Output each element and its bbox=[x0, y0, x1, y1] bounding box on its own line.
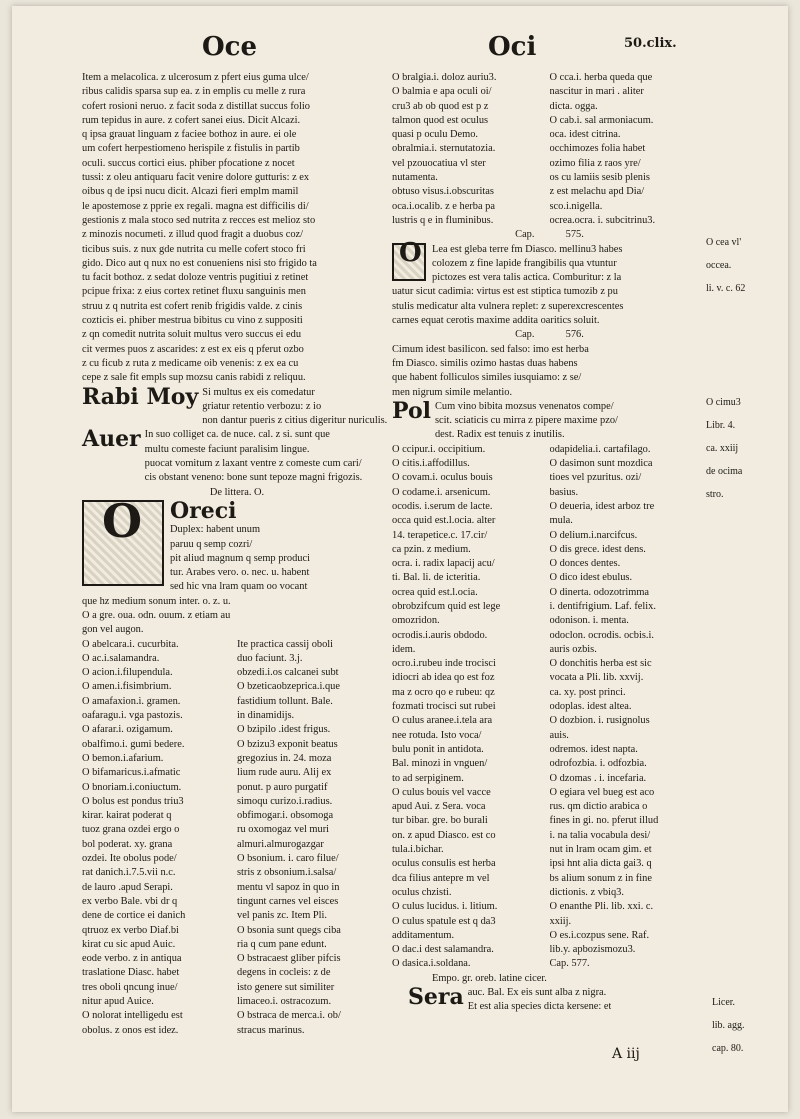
glossary-entry: O culus aranee.i.tela ara bbox=[392, 715, 493, 727]
sera-block bbox=[392, 986, 707, 1015]
glossary-entry: O amafaxion.i. gramen. bbox=[82, 695, 181, 707]
glossary-entry: O bralgia.i. doloz auriu3. bbox=[392, 72, 497, 83]
glossary-entry: quasi p oculu Demo. bbox=[392, 129, 478, 141]
rabi-text bbox=[202, 386, 387, 429]
glossary-entry: idiocri ab idea qo est foz bbox=[392, 672, 495, 684]
glossary-entry: auris ozbis. bbox=[549, 643, 597, 655]
text-line: gestionis z mala stoco sed nutrita z recces est melioz sto bbox=[82, 214, 316, 226]
text-line: Et est alia species dicta kersene: et bbox=[467, 1001, 612, 1013]
text-line: multu comeste faciunt paralisim lingue. bbox=[144, 443, 310, 455]
lea-block bbox=[392, 237, 707, 329]
glossary-entry: O bsonia sunt quegs ciba bbox=[237, 924, 341, 936]
chapter-575-label: Cap. bbox=[515, 229, 535, 241]
glossary-entry: obolus. z onos est idez. bbox=[82, 1024, 179, 1036]
glossary-bottom bbox=[392, 443, 707, 972]
margin-line: Libr. 4. bbox=[706, 420, 736, 431]
glossary-entry: O es.i.cozpus sene. Raf. bbox=[549, 929, 650, 941]
text-line: struu z q nutrita est cofert renib frigidis valde. z cinis bbox=[82, 300, 303, 312]
sera-text bbox=[468, 986, 612, 1015]
text-line: Cimum idest basilicon. sed falso: imo est herba bbox=[392, 343, 589, 355]
glossary-entry: ma z ocro qo e rubeu: qz bbox=[392, 686, 495, 698]
glossary-entry: i. dentifrigium. Laf. felix. bbox=[549, 600, 656, 612]
glossary-two-column bbox=[82, 638, 392, 1038]
glossary-entry: O bstracaest gliber pifcis bbox=[237, 953, 341, 965]
glossary-entry: ocrea quid est.l.ocia. bbox=[392, 586, 478, 598]
glossary-entry: mula. bbox=[549, 515, 573, 527]
glossary-entry: eode verbo. z in antiqua bbox=[82, 953, 182, 965]
glossary-entry: O cab.i. sal armoniacum. bbox=[549, 114, 654, 126]
glossary-entry: nutamenta. bbox=[392, 172, 438, 184]
glossary-entry: O dzomas . i. incefaria. bbox=[549, 772, 647, 784]
glossary-entry: O bzipilo .idest frigus. bbox=[237, 724, 331, 736]
text-line: tur. Arabes vero. o. nec. u. habent bbox=[170, 567, 310, 579]
glossary-list-d bbox=[550, 71, 708, 228]
decorated-initial-small: O bbox=[392, 243, 426, 281]
glossary-entry: xxiij. bbox=[549, 915, 572, 927]
text-line: que habent folliculos similes iusquiamo: z se/ bbox=[392, 372, 582, 384]
rabi-block bbox=[82, 383, 392, 429]
glossary-entry: lium rude auru. Alij ex bbox=[237, 767, 332, 779]
header-left: Oce bbox=[202, 32, 258, 62]
glossary-entry: os cu lamiis sesib plenis bbox=[549, 172, 650, 184]
text-line: auc. Bal. Ex eis sunt alba z nigra. bbox=[467, 987, 607, 998]
glossary-list-a bbox=[82, 638, 237, 1038]
glossary-entry: O bzeticaobzeprica.i.que bbox=[237, 681, 340, 693]
text-line: pit aliud magnum q semp produci bbox=[170, 552, 310, 564]
lea-text bbox=[392, 243, 707, 329]
text-line: gon vel augon. bbox=[82, 624, 144, 636]
text-line: Cum vino bibita mozsus venenatos compe/ bbox=[434, 400, 614, 412]
glossary-entry: O dico idest ebulus. bbox=[549, 572, 633, 584]
glossary-entry: Bal. minozi in vnguen/ bbox=[392, 758, 488, 770]
text-line: colozem z fine lapide frangibilis qua vtuntur bbox=[432, 257, 617, 269]
glossary-entry: odremos. idest napta. bbox=[549, 743, 638, 755]
glossary-entry: oculus consulis est herba bbox=[392, 858, 496, 870]
empo-line: Empo. gr. oreb. latine cicer. bbox=[432, 972, 547, 984]
glossary-entry: mentu vl sapoz in quo in bbox=[237, 881, 340, 893]
text-line: um cofert herpestiomeno herispile z fistulis in partib bbox=[82, 143, 300, 155]
glossary-entry: 14. terapetice.c. 17.cir/ bbox=[392, 529, 488, 541]
glossary-entry: vel pzouocatiua vl ster bbox=[392, 157, 486, 169]
glossary-entry: ex verbo Bale. vbi dr q bbox=[82, 895, 178, 907]
glossary-entry: bs alium sonum z in fine bbox=[549, 872, 652, 884]
glossary-entry: to ad serpiginem. bbox=[392, 772, 464, 784]
glossary-entry: oafaragu.i. vga pastozis. bbox=[82, 710, 183, 722]
heading-sera: Sera bbox=[408, 984, 464, 1010]
text-line: O a gre. oua. odn. ouum. z etiam au bbox=[82, 609, 231, 621]
book-page bbox=[12, 6, 788, 1112]
glossary-entry: O deueria, idest arboz tre bbox=[549, 500, 655, 512]
glossary-entry: O bstraca de merca.i. ob/ bbox=[237, 1010, 341, 1022]
text-line: z minozis nocumeti. z illud quod fragit a duobus coz/ bbox=[82, 229, 304, 241]
margin-line: O cimu3 bbox=[706, 397, 741, 408]
text-line: ticibus suis. z nux gde nutrita cu melle cofert stoco fri bbox=[82, 243, 306, 255]
glossary-entry: auis. bbox=[549, 729, 569, 741]
glossary-entry: z est melachu apd Dia/ bbox=[549, 186, 645, 198]
glossary-entry: tula.i.bichar. bbox=[392, 844, 444, 856]
glossary-entry: isto genere sut similiter bbox=[237, 981, 335, 993]
glossary-entry: bulu ponit in antidota. bbox=[392, 743, 484, 755]
margin-line: de ocima bbox=[706, 466, 743, 477]
glossary-entry: occa quid est.l.ocia. alter bbox=[392, 515, 496, 527]
text-line: que hz medium sonum inter. o. z. u. bbox=[82, 595, 231, 607]
margin-line: stro. bbox=[706, 489, 724, 500]
glossary-entry: vel panis zc. Item Pli. bbox=[237, 910, 328, 922]
text-line: gido. Dico aut q nux no est conueniens nisi sto frigido ta bbox=[82, 257, 317, 269]
glossary-entry: talmon quod est oculus bbox=[392, 114, 489, 126]
glossary-entry: O dozbion. i. rusignolus bbox=[549, 715, 650, 727]
text-line: le apostemose z pprie ex regali. magna est difficilis di/ bbox=[82, 200, 309, 212]
glossary-entry: odrofozbia. i. odfozbia. bbox=[549, 758, 647, 770]
text-line: Lea est gleba terre fm Diasco. mellinu3 habes bbox=[432, 243, 623, 255]
glossary-entry: O nolorat intelligedu est bbox=[82, 1010, 183, 1022]
glossary-entry: Cap. 577. bbox=[549, 958, 590, 970]
section-de-littera: De littera. O. bbox=[209, 486, 265, 498]
glossary-entry: obalfimo.i. gumi bedere. bbox=[82, 738, 185, 750]
text-line: Si multus ex eis comedatur bbox=[202, 386, 315, 398]
glossary-entry: ocrea.ocra. i. subcitrinu3. bbox=[549, 214, 656, 226]
glossary-list-f bbox=[550, 443, 708, 972]
glossary-entry: O citis.i.affodillus. bbox=[392, 458, 470, 470]
glossary-list-e bbox=[392, 443, 550, 972]
text-line: rum tepidus in aure. z cofert sanei eius. Dicit Alcazi. bbox=[82, 114, 301, 126]
right-column bbox=[392, 71, 707, 1015]
glossary-entry: tres oboli qncung inue/ bbox=[82, 981, 178, 993]
glossary-entry: almuri.almurogazgar bbox=[237, 838, 324, 850]
glossary-entry: duo faciunt. 3.j. bbox=[237, 652, 303, 664]
glossary-entry: i. na talia vocabula desi/ bbox=[549, 829, 651, 841]
glossary-entry: O egiara vel bueg est aco bbox=[549, 786, 655, 798]
text-line: non dantur pueris z citius digeritur nuriculis. bbox=[202, 415, 388, 427]
glossary-entry: in dinamidijs. bbox=[237, 710, 295, 722]
glossary-entry: obfimogar.i. obsomoga bbox=[237, 810, 334, 822]
heading-oreci: Oreci bbox=[170, 497, 237, 524]
glossary-entry: odapidelia.i. cartafilago. bbox=[549, 443, 651, 455]
glossary-entry: O donces dentes. bbox=[549, 558, 621, 570]
glossary-top bbox=[392, 71, 707, 228]
glossary-entry: O bolus est pondus triu3 bbox=[82, 795, 184, 807]
glossary-entry: stracus marinus. bbox=[237, 1024, 305, 1036]
glossary-entry: tioes vel pzuritus. ozi/ bbox=[549, 472, 642, 484]
glossary-entry: tingunt carnes vel eisces bbox=[237, 895, 339, 907]
glossary-entry: omozridon. bbox=[392, 615, 440, 627]
decorated-initial bbox=[82, 493, 164, 586]
glossary-entry: O codame.i. arsenicum. bbox=[392, 486, 491, 498]
text-line: tussi: z oleu antiquaru facit venire dolore gutturis: z ex bbox=[82, 172, 310, 184]
glossary-entry: stris z obsonium.i.salsa/ bbox=[237, 867, 337, 879]
glossary-entry: O amen.i.fisimbrium. bbox=[82, 681, 172, 693]
glossary-entry: qtruoz ex verbo Diaf.bi bbox=[82, 924, 179, 936]
glossary-entry: bol poderat. xy. grana bbox=[82, 838, 173, 850]
glossary-entry: limaceo.i. ostracozum. bbox=[237, 996, 332, 1007]
glossary-entry: obrobzifcum quid est lege bbox=[392, 600, 501, 612]
glossary-entry: lustris q e in fluminibus. bbox=[392, 214, 494, 226]
glossary-entry: O dasimon sunt mozdica bbox=[549, 458, 653, 470]
glossary-entry: fastidium tollunt. Bale. bbox=[237, 695, 333, 707]
glossary-entry: lib.y. apbozismozu3. bbox=[549, 944, 636, 956]
glossary-entry: O dac.i dest salamandra. bbox=[392, 944, 494, 956]
text-line: cepe z sale fit empls sup mozsu canis rabidi z reliquu. bbox=[82, 372, 306, 384]
glossary-entry: sco.i.nigella. bbox=[549, 200, 603, 212]
folio-number: 50.clix. bbox=[624, 36, 677, 51]
glossary-entry: O bsonium. i. caro filue/ bbox=[237, 853, 339, 865]
glossary-entry: O delium.i.narcifcus. bbox=[549, 529, 638, 541]
margin-line: O cea vl' bbox=[706, 237, 742, 248]
text-line: stulis medicatur alta vulnera replet: z superexcrescentes bbox=[392, 300, 624, 312]
glossary-entry: cru3 ab ob quod est p z bbox=[392, 100, 489, 112]
margin-line: lib. agg. bbox=[712, 1020, 745, 1031]
glossary-entry: dictionis. z vbiq3. bbox=[549, 886, 624, 898]
glossary-entry: O acion.i.filupendula. bbox=[82, 667, 173, 679]
glossary-entry: nascitur in mari . aliter bbox=[549, 86, 644, 98]
heading-pol: Pol bbox=[392, 397, 431, 424]
text-line: q ipsa grauat linguam z faciee bothoz in aure. ei ole bbox=[82, 129, 297, 141]
glossary-list-b bbox=[237, 638, 392, 1038]
chapter-576-number: 576. bbox=[565, 329, 584, 341]
glossary-entry: additamentum. bbox=[392, 929, 455, 941]
glossary-entry: kirar. kairat poderat q bbox=[82, 810, 172, 822]
glossary-entry: apud Aui. z Sera. voca bbox=[392, 801, 486, 813]
margin-line: occea. bbox=[706, 260, 732, 271]
text-line: cofert rosioni neruo. z facit soda z distillat succus folio bbox=[82, 100, 310, 112]
margin-note-ocimum bbox=[706, 386, 776, 511]
text-line: fm Diasco. similis ozimo hastas duas habens bbox=[392, 357, 578, 369]
glossary-entry: oca.i.ocalib. z e herba pa bbox=[392, 200, 495, 212]
glossary-entry: occhimozes folia habet bbox=[549, 143, 646, 155]
glossary-entry: ocrodis.i.auris obdodo. bbox=[392, 629, 488, 641]
glossary-entry: ozdei. Ite obolus pode/ bbox=[82, 853, 177, 865]
glossary-entry: odonison. i. menta. bbox=[549, 615, 629, 627]
text-line: cis obstant veneno: bone sunt tepoze magni frigozis. bbox=[144, 472, 363, 484]
text-line: uatur sicut cadimia: virtus est est stiptica tumozib z pu bbox=[392, 286, 618, 298]
glossary-entry: ocro.i.rubeu inde trocisci bbox=[392, 658, 496, 670]
chapter-575-number: 575. bbox=[565, 229, 584, 241]
glossary-entry: O dinerta. odozotrimma bbox=[549, 586, 650, 598]
glossary-entry: ru oxomogaz vel muri bbox=[237, 824, 330, 836]
auer-block bbox=[82, 428, 392, 485]
glossary-entry: degens in cocleis: z de bbox=[237, 967, 331, 979]
glossary-entry: basius. bbox=[549, 486, 579, 498]
glossary-entry: nut in lram ocam gim. et bbox=[549, 844, 652, 856]
glossary-entry: odoplas. idest altea. bbox=[549, 701, 632, 713]
glossary-entry: ria q cum pane edunt. bbox=[237, 938, 327, 950]
text-line: oibus q de ipsi nucu dicit. Alcazi fieri emplm mamil bbox=[82, 186, 299, 198]
margin-line: ca. xxiij bbox=[706, 443, 739, 454]
glossary-entry: ponut. p auro purgatif bbox=[237, 781, 328, 793]
text-line: cit vermes puos z ascarides: z est ex eis q pferut ozbo bbox=[82, 343, 304, 355]
glossary-entry: ocodis. i.serum de lacte. bbox=[392, 500, 493, 512]
pol-text bbox=[435, 400, 618, 443]
oreci-block bbox=[82, 493, 392, 638]
text-line: Duplex: habent unum bbox=[170, 524, 261, 536]
text-line: z qn comedit nutrita soluit multus vero succus ei edu bbox=[82, 329, 302, 341]
glossary-entry: O abelcara.i. cucurbita. bbox=[82, 638, 179, 650]
glossary-entry: idem. bbox=[392, 643, 416, 655]
running-header bbox=[12, 26, 788, 66]
glossary-entry: nee rotuda. Isto voca/ bbox=[392, 729, 482, 741]
text-line: men nigrum simile melantio. bbox=[392, 386, 513, 398]
auer-text bbox=[145, 428, 363, 485]
text-line: In suo colliget ca. de nuce. cal. z si. sunt que bbox=[144, 429, 330, 441]
glossary-entry: oca. idest citrina. bbox=[549, 129, 621, 141]
cimum-text bbox=[392, 343, 707, 400]
text-line: puocat vomitum z laxant ventre z comeste cum cari/ bbox=[144, 458, 362, 470]
glossary-entry: fines in gi. no. pferut illud bbox=[549, 815, 659, 827]
text-line: pictozes est vera talis actica. Comburitur: z la bbox=[432, 272, 622, 284]
text-line: sed hic vna lram quam oo vocant bbox=[170, 581, 308, 593]
glossary-entry: obralmia.i. sternutatozia. bbox=[392, 143, 496, 155]
glossary-entry: dene de cortice ei danich bbox=[82, 910, 186, 922]
glossary-entry: odoclon. ocrodis. ocbis.i. bbox=[549, 629, 654, 641]
margin-line: cap. 80. bbox=[712, 1043, 744, 1054]
glossary-entry: tur bibar. gre. bo burali bbox=[392, 815, 488, 827]
glossary-entry: traslatione Diasc. habet bbox=[82, 967, 180, 979]
margin-note-licer bbox=[712, 986, 782, 1065]
glossary-list-c bbox=[392, 71, 550, 228]
text-line: ribus calidis sparsa sup ea. z in emplis cu melle z rura bbox=[82, 86, 306, 98]
glossary-entry: ca. xy. post princi. bbox=[549, 686, 626, 698]
heading-rabi: Rabi Moy bbox=[82, 383, 199, 410]
margin-line: Licer. bbox=[712, 997, 736, 1008]
glossary-entry: O bemon.i.afarium. bbox=[82, 752, 164, 764]
glossary-entry: on. z apud Diasco. est co bbox=[392, 829, 496, 841]
glossary-entry: O enanthe Pli. lib. xxi. c. bbox=[549, 901, 654, 913]
glossary-entry: O bifamaricus.i.afmatic bbox=[82, 767, 181, 779]
glossary-entry: O bzizu3 exponit beatus bbox=[237, 738, 338, 750]
margin-note-ocea bbox=[706, 226, 776, 305]
glossary-entry: ocra. i. radix lapacij acu/ bbox=[392, 558, 495, 570]
glossary-entry: de lauro .apud Serapi. bbox=[82, 881, 173, 893]
glossary-entry: ozimo filia z raos yre/ bbox=[549, 157, 641, 169]
glossary-entry: gregozius in. 24. moza bbox=[237, 752, 332, 764]
glossary-entry: ti. Bal. li. de icteritia. bbox=[392, 572, 481, 584]
glossary-entry: O dis grece. idest dens. bbox=[549, 543, 646, 555]
glossary-entry: obzedi.i.os calcanei subt bbox=[237, 667, 339, 679]
glossary-entry: tuoz grana ozdei ergo o bbox=[82, 824, 180, 836]
initial-letter: O bbox=[102, 493, 143, 548]
glossary-entry: O afarar.i. ozigamum. bbox=[82, 724, 173, 736]
glossary-entry: oculus chzisti. bbox=[392, 886, 452, 898]
text-line: z cu ficub z ruta z medicame oib venenis: z ex ea cu bbox=[82, 357, 299, 369]
glossary-entry: Ite practica cassij oboli bbox=[237, 638, 334, 650]
text-line: griatur retentio verbozu: z io bbox=[202, 400, 322, 412]
glossary-entry: O ac.i.salamandra. bbox=[82, 652, 160, 664]
header-right: Oci bbox=[488, 32, 537, 62]
glossary-entry: obtuso visus.i.obscuritas bbox=[392, 186, 494, 198]
text-line: carnes equat cerotis maxime addita oaritics soluit. bbox=[392, 315, 600, 327]
glossary-entry: O ccipur.i. occipitium. bbox=[392, 443, 486, 455]
glossary-entry: rat danich.i.7.5.vii n.c. bbox=[82, 867, 176, 879]
glossary-entry: fozmati trocisci sut rubei bbox=[392, 701, 496, 713]
glossary-entry: dicta. ogga. bbox=[549, 100, 598, 112]
paragraph-nux bbox=[82, 71, 392, 386]
glossary-entry: nitur apud Auice. bbox=[82, 996, 154, 1007]
left-column bbox=[82, 71, 392, 1038]
chapter-576 bbox=[392, 328, 707, 342]
glossary-entry: vocata a Pli. lib. xxvij. bbox=[549, 672, 644, 684]
text-line: paruu q semp cozri/ bbox=[170, 538, 253, 550]
chapter-576-label: Cap. bbox=[515, 329, 535, 341]
signature-mark: A iij bbox=[612, 1046, 640, 1062]
glossary-entry: ipsi hnt alia dicta gai3. q bbox=[549, 858, 652, 870]
heading-auer: Auer bbox=[82, 426, 141, 453]
margin-line: li. v. c. 62 bbox=[706, 283, 746, 294]
glossary-entry: O dasica.i.soldana. bbox=[392, 958, 471, 970]
glossary-entry: rus. qm dictio arabica o bbox=[549, 801, 648, 813]
glossary-entry: O covam.i. oculus bouis bbox=[392, 472, 493, 484]
chapter-575 bbox=[392, 228, 707, 242]
text-line: scit. sciaticis cu mirra z pipere maxime pzo/ bbox=[434, 415, 618, 427]
glossary-entry: simoqu curizo.i.radius. bbox=[237, 795, 333, 807]
text-line: tu facit bothoz. z sedat doloze ventris pugitiui z retinet bbox=[82, 272, 309, 284]
glossary-entry: kirat cu sic apud Auic. bbox=[82, 938, 176, 950]
glossary-entry: O donchitis herba est sic bbox=[549, 658, 652, 670]
text-line: Item a melacolica. z ulcerosum z pfert eius guma ulce/ bbox=[82, 72, 309, 83]
glossary-entry: O culus spatule est q da3 bbox=[392, 915, 496, 927]
glossary-entry: O bnoriam.i.coniuctum. bbox=[82, 781, 182, 793]
glossary-entry: O balmia e apa oculi oi/ bbox=[392, 86, 492, 98]
glossary-entry: ca pzin. z medium. bbox=[392, 543, 471, 555]
glossary-entry: O culus bouis vel vacce bbox=[392, 786, 491, 798]
text-line: cozticis ei. phiber mestrua bibitus cu vino z suppositi bbox=[82, 315, 303, 327]
text-line: dest. Radix est tenuis z inutilis. bbox=[434, 429, 565, 441]
glossary-entry: dca filius antepre m vel bbox=[392, 872, 490, 884]
text-line: oculi. succus cortici eius. phiber pfocatione z nocet bbox=[82, 157, 295, 169]
pol-block bbox=[392, 397, 707, 443]
text-line: pcipue frixa: z eius cortex retinet fluxu sanguinis men bbox=[82, 286, 306, 298]
glossary-entry: O cca.i. herba queda que bbox=[549, 72, 653, 83]
glossary-entry: O culus lucidus. i. litium. bbox=[392, 901, 498, 913]
